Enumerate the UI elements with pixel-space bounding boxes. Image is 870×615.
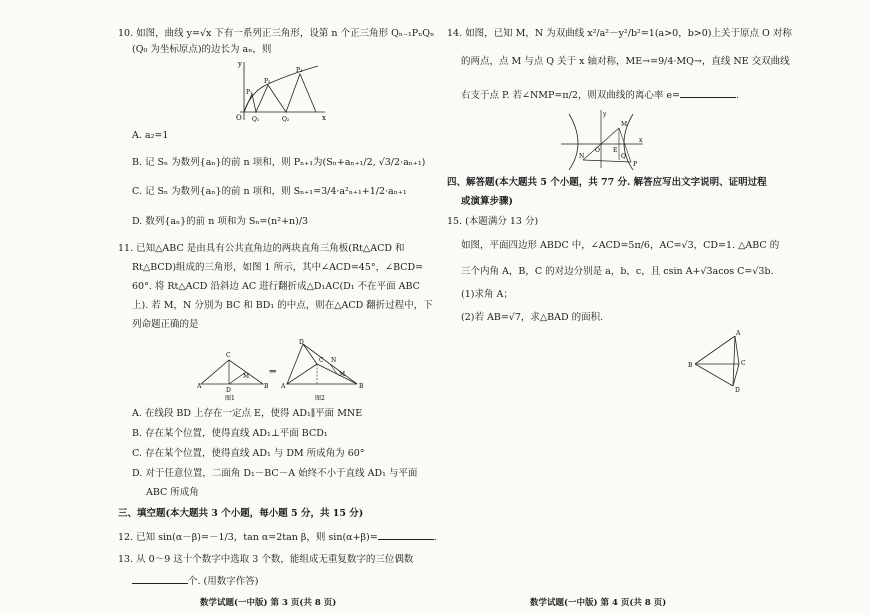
q15-line2: 三个内角 A，B，C 的对边分别是 a，b，c，且 csin A+√3acos C=√3b. [461,266,774,277]
fig2-d1c [303,344,317,364]
footer-right: 数学试题(一中版) 第 4 页(共 8 页) [530,598,667,609]
line-np [583,160,631,162]
q14-line3: 右支于点 P. 若∠NMP=π/2，则双曲线的离心率 e= . [461,90,740,101]
q14-figure [559,108,645,170]
hyperbola-left [569,114,578,170]
fig1-caption: 图1 [225,395,235,402]
section-4-heading-line2: 或演算步骤) [461,196,513,207]
line-ac [735,336,739,364]
q11-line4: 上). 若 M，N 分别为 BC 和 BD₁ 的中点，则在△ACD 翻折过程中，下 [132,300,433,311]
label-p: P [633,161,638,168]
line-ba [695,336,735,364]
label-o: O [595,147,600,154]
q14-text: 右支于点 P. 若∠NMP=π/2，则双曲线的离心率 e= [461,90,680,101]
section-3-heading: 三、填空题(本大题共 3 个小题，每小题 5 分，共 15 分) [118,508,364,519]
label-p2: P₂ [264,78,271,85]
q11-option-a: A. 在线段 BD 上存在一定点 E，使得 AD₁∥平面 MNE [132,408,363,419]
label-p3: P₃ [296,67,303,74]
q13-answer-blank[interactable] [132,574,188,584]
label-q1: Q₁ [252,116,260,123]
q15-title: 15. (本题满分 13 分) [447,216,539,227]
label-e: E [613,147,618,154]
fig2-label-c: C [319,357,324,364]
fig2-label-d: D [299,339,304,346]
label-q: Q [621,153,626,160]
fig2-label-a: A [281,383,286,390]
section-4-heading-line1: 四、解答题(本大题共 5 个小题，共 77 分. 解答应写出文字说明、证明过程 [447,177,767,188]
q11-option-b: B. 存在某个位置，使得直线 AD₁⊥平面 BCD₁ [132,428,328,439]
fig2-caption: 图2 [315,395,325,402]
q15-part1: (1)求角 A； [461,289,513,300]
q10-stem-line1: 10. 如图，曲线 y=√x 下有一系列正三角形，设第 n 个正三角形 Qₙ₋₁PₙQₙ [118,28,435,39]
fig1-triangle [201,360,263,384]
fig1-label-d: D [226,387,231,394]
label-d: D [735,387,740,392]
q13-text: 个. (用数字作答) [188,576,259,587]
line-bd [695,364,733,386]
q11-line2: Rt△BCD)组成的三角形，如图 1 所示，其中∠ACD=45°，∠BCD= [132,262,424,273]
fig1-label-m: M [243,373,250,380]
q10-figure [230,58,330,124]
q11-line1: 11. 已知△ABC 是由具有公共直角边的两块直角三角板(Rt△ACD 和 [118,243,405,254]
q15-part2: (2)若 AB=√7，求△BAD 的面积. [461,312,604,323]
label-a: A [736,330,741,337]
q11-line5: 列命题正确的是 [132,319,199,330]
q11-option-d-line2: ABC 所成角 [146,487,199,498]
q11-figure [195,338,375,402]
q14-answer-blank[interactable] [680,88,736,98]
fig2-triangle [287,364,357,384]
page-right [435,0,870,615]
q14-line1: 14. 如图，已知 M，N 为双曲线 x²/a²－y²/b²=1(a>0，b>0)上关于原点 O 对称 [447,28,792,39]
q13-line1: 13. 从 0～9 这十个数字中选取 3 个数，能组成无重复数字的三位偶数 [118,554,414,565]
q10-option-a: A. a₂=1 [132,130,169,141]
q10-option-c: C. 记 Sₙ 为数列{aₙ}的前 n 项和，则 Sₙ₊₁=3/4·a²ₙ₊₁+1/2·aₙ₊₁ [132,186,407,197]
label-n: N [579,153,585,160]
q14-line2: 的两点，点 M 与点 Q 关于 x 轴对称，ME→=9/4·MQ→，直线 NE 交双曲线 [461,56,790,67]
fig1-label-a: A [197,383,202,390]
fig1-label-b: B [264,383,269,390]
q15-figure [687,328,757,392]
q12: 12. 已知 sin(α－β)=－1/3，tan α=2tan β，则 sin(α+β)= . [118,532,437,543]
q13-line2 [132,574,258,588]
q12-text: 12. 已知 sin(α－β)=－1/3，tan α=2tan β，则 sin(α+β)= [118,532,378,543]
q11-line3: 60°. 将 Rt△ACD 沿斜边 AC 进行翻折成△D₁AC(D₁ 不在平面 ABC [132,281,420,292]
q11-option-c: C. 存在某个位置，使得直线 AD₁ 与 DM 所成角为 60° [132,448,365,459]
q12-answer-blank[interactable] [378,530,434,540]
q11-option-d-line1: D. 对于任意位置，二面角 D₁－BC－A 始终不小于直线 AD₁ 与平面 [132,468,418,479]
label-x: x [639,137,643,144]
label-o: O [236,114,242,122]
fig2-label-n: N [331,357,337,364]
label-m: M [621,121,628,128]
footer-left: 数学试题(一中版) 第 3 页(共 8 页) [200,598,337,609]
fig2-d1a [287,344,303,384]
fig2-label-b: B [359,383,364,390]
label-c: C [741,360,746,367]
label-p1: P₁ [246,89,253,96]
q10-option-d: D. 数列{aₙ}的前 n 项和为 Sₙ=(n²+n)/3 [132,216,309,227]
label-q2: Q₂ [282,116,290,123]
label-b: B [688,362,693,369]
q15-line1: 如图，平面四边形 ABDC 中，∠ACD=5π/6，AC=√3，CD=1. △ABC 的 [461,240,780,251]
label-y: y [603,111,607,118]
fig1-label-c: C [226,352,231,359]
label-y: y [238,60,242,68]
q10-option-b: B. 记 Sₙ 为数列{aₙ}的前 n 项和，则 Pₙ₊₁为(Sₙ+aₙ₊₁/2, √3/2·aₙ₊₁) [132,157,426,168]
label-x: x [322,114,326,122]
fig2-label-m: M [339,371,346,378]
arrow-icon: ⇒ [269,367,277,377]
q10-stem-line2: (Q₀ 为坐标原点)的边长为 aₙ，则 [132,44,272,55]
